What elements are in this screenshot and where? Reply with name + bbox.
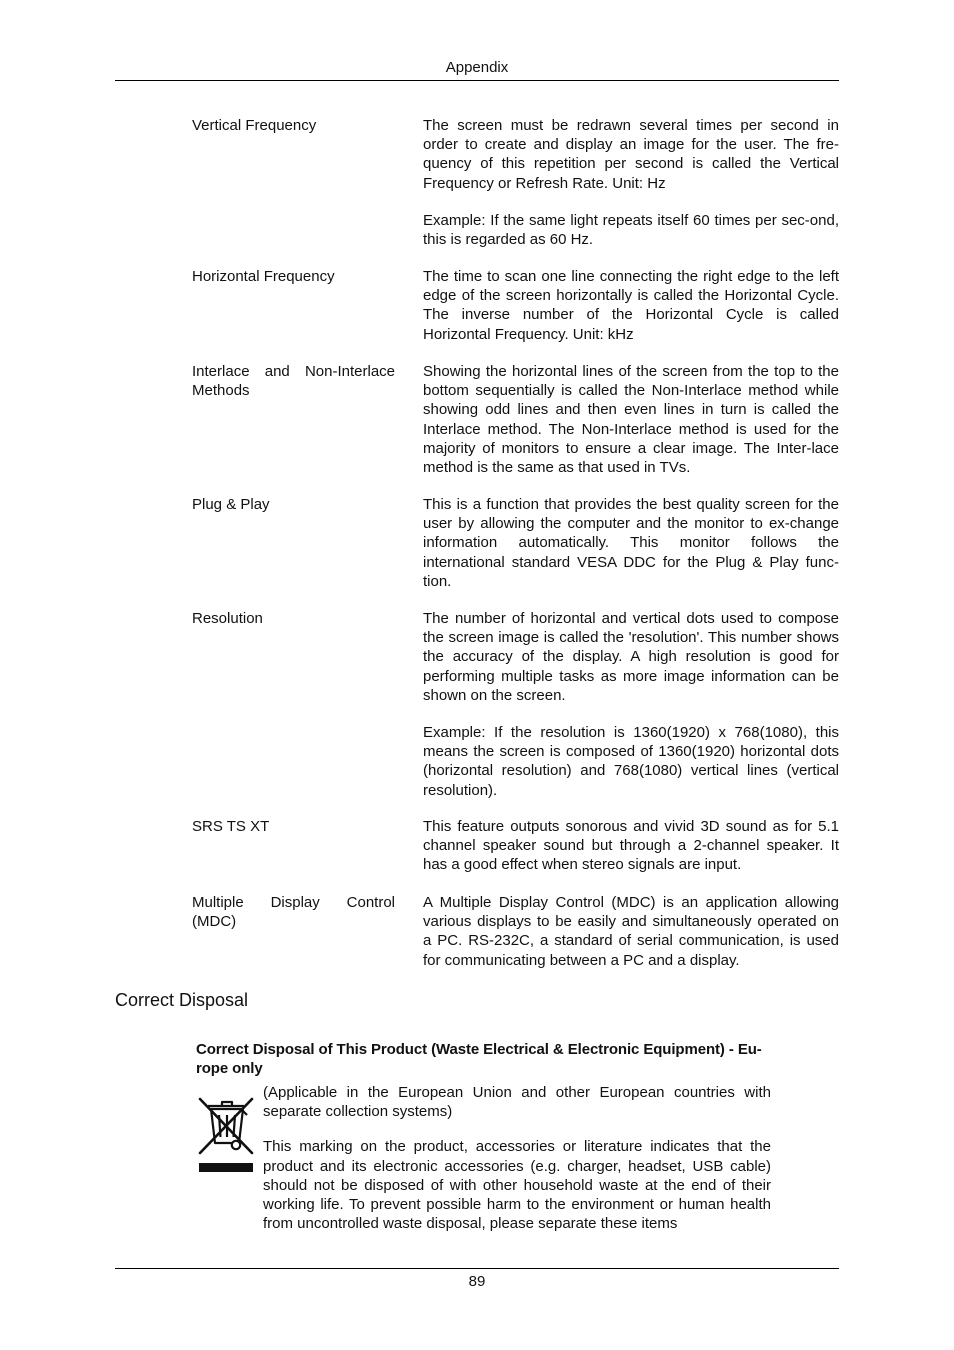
crossed-out-wheelie-bin-icon <box>196 1093 256 1177</box>
section-title: Correct Disposal <box>115 990 249 1010</box>
disposal-subheading: Correct Disposal of This Product (Waste Electrical & Electronic Equipment) - Eu-rope only <box>196 1041 762 1078</box>
footer-divider <box>115 1268 839 1269</box>
definition-paragraph: Example: If the same light repeats itself 60 times per sec-ond, this is regarded as 60 Hz. <box>423 211 839 249</box>
glossary-term: Resolution <box>192 610 263 627</box>
disposal-paragraph: This marking on the product, accessories or literature indicates that the product and its electronic accessories (e.g. charger, headset, USB cable) should not be disposed of with other household waste at the end of their working life. To prevent possible harm to the environment or human health from uncontrolled waste disposal, please separate these items <box>263 1138 771 1233</box>
page-header-title: Appendix <box>445 59 509 76</box>
glossary-definition <box>423 817 839 875</box>
glossary-term: SRS TS XT <box>192 818 270 835</box>
glossary-term: Interlace and Non-Interlace Methods <box>192 363 395 400</box>
definition-paragraph: The number of horizontal and vertical dots used to compose the screen image is called the 'resolution'. This number shows the accuracy of the display. A high resolution is good for performing multiple tasks as more image information can be shown on the screen. <box>423 610 839 704</box>
definition-paragraph: This feature outputs sonorous and vivid 3D sound as for 5.1 channel speaker sound but through a 2-channel speaker. It has a good effect when stereo signals are input. <box>423 818 839 874</box>
glossary-term: Vertical Frequency <box>192 117 317 134</box>
definition-paragraph: Example: If the resolution is 1360(1920) x 768(1080), this means the screen is composed of 1360(1920) horizontal dots (horizontal resolution) and 768(1080) vertical lines (vertical resolution). <box>423 724 839 799</box>
glossary-term: Horizontal Frequency <box>192 268 335 285</box>
glossary-definition <box>423 362 839 477</box>
glossary-definition <box>423 267 839 344</box>
glossary-definition <box>423 893 839 970</box>
disposal-body <box>263 1083 771 1233</box>
glossary-definition <box>423 495 839 591</box>
definition-paragraph: This is a function that provides the best quality screen for the user by allowing the computer and the monitor to ex-change information automatically. This monitor follows the international standard VESA DDC for the Plug & Play func-tion. <box>423 496 839 590</box>
glossary-term: Plug & Play <box>192 496 270 513</box>
definition-paragraph: Showing the horizontal lines of the screen from the top to the bottom sequentially is called the Non-Interlace method while showing odd lines and then even lines in turn is called the Interlace method. The Non-Interlace method is used for the majority of monitors to ensure a clear image. The Inter-lace method is the same as that used in TVs. <box>423 363 839 477</box>
header-divider <box>115 80 839 81</box>
disposal-paragraph: (Applicable in the European Union and other European countries with separate collection systems) <box>263 1084 771 1121</box>
glossary-definition <box>423 609 839 800</box>
glossary-definition <box>423 116 839 249</box>
glossary-term: Multiple Display Control (MDC) <box>192 894 395 931</box>
definition-paragraph: The screen must be redrawn several times per second in order to create and display an image for the user. The fre-quency of this repetition per second is called the Vertical Frequency or Refresh Rate. Unit: Hz <box>423 117 839 192</box>
definition-paragraph: A Multiple Display Control (MDC) is an application allowing various displays to be easily and simultaneously operated on a PC. RS-232C, a standard of serial communication, is used for communicating between a PC and a display. <box>423 894 839 969</box>
page-number: 89 <box>468 1273 486 1290</box>
definition-paragraph: The time to scan one line connecting the right edge to the left edge of the screen horizontally is called the Horizontal Cycle. The inverse number of the Horizontal Cycle is called Horizontal Frequency. Unit: kHz <box>423 268 839 343</box>
